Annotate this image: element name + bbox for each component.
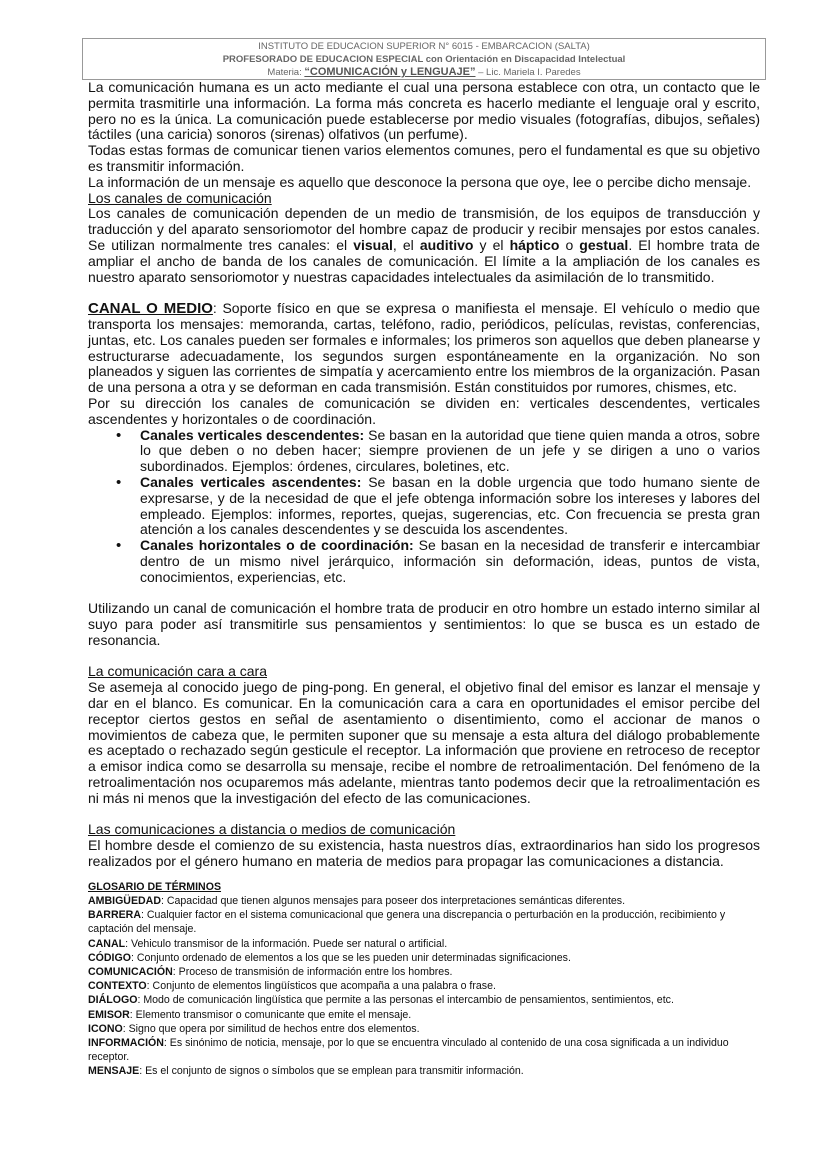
header-program-rest: con Orientación en Discapacidad Intelectual — [423, 53, 626, 65]
glossary-entry — [88, 993, 760, 1007]
glossary-term: DIÁLOGO — [88, 994, 138, 1007]
section-heading: Los canales de comunicación — [88, 189, 272, 206]
glossary-entry — [88, 937, 760, 951]
bullet-text: Se basan en la necesidad de transferir e intercambiar dentro de un mismo nivel jerárquico, información sin deformación, ideas, puntos de vista, conocimientos, experiencias, etc. — [140, 537, 760, 585]
paragraph — [88, 301, 760, 396]
glossary-definition: : Vehiculo transmisor de la información. Puede ser natural o artificial. — [125, 937, 448, 950]
glossary-entry — [88, 951, 760, 965]
glossary-entry — [88, 908, 760, 936]
glossary-definition: : Modo de comunicación lingüística que permite a las personas el intercambio de pensamientos, sentimientos, etc. — [137, 994, 674, 1007]
glossary-entry — [88, 894, 760, 908]
glossary-title: GLOSARIO DE TÉRMINOS — [88, 880, 222, 893]
glossary-term: COMUNICACIÓN — [88, 966, 173, 979]
glossary-entry — [88, 965, 760, 979]
header-subject-prefix: Materia: — [267, 67, 305, 78]
text: , el — [392, 236, 420, 253]
text: o — [559, 236, 580, 253]
glossary-definition: : Conjunto de elementos lingüísticos que acompaña a una palabra o frase. — [146, 980, 496, 993]
paragraph: La comunicación humana es un acto mediante el cual una persona establece con otra, un contacto que le permita trasmitirle una información. La forma más concreta es hacerlo mediante el lenguaje oral y escrito, pero no es la única. La comunicación puede establecerse por medio visuales (fotografías, dibujos, señales) táctiles (una caricia) sonoros (sirenas) olfativos (un perfume). — [88, 79, 760, 143]
glossary-definition: : Proceso de transmisión de información entre los hombres. — [172, 966, 453, 979]
text: . El hombre trata de ampliar el ancho de banda de los canales de comunicación. El límite a la ampliación de los canales es nuestro aparato sensoriomotor y nuestras capacidades intelectuales da asimilación de lo transmitido. — [88, 236, 760, 285]
glossary-term: INFORMACIÓN — [88, 1037, 164, 1050]
bullet-text: Se basan en la autoridad que tiene quien manda a otros, sobre lo que deben o no deben hacer; siempre provienen de un jefe y se dirigen a uno o varios subordinados. Ejemplos: órdenes, circulares, boletines, etc. — [140, 426, 760, 475]
glossary — [88, 880, 760, 1079]
glossary-entry — [88, 1008, 760, 1022]
glossary-definition: : Elemento transmisor o comunicante que emite el mensaje. — [129, 1008, 412, 1021]
canal-title: CANAL O MEDIO — [88, 300, 213, 318]
paragraph: Todas estas formas de comunicar tienen varios elementos comunes, pero el fundamental es que su objetivo es transmitir información. — [88, 142, 760, 174]
section-heading: La comunicación cara a cara — [88, 663, 267, 680]
document-body — [88, 80, 760, 1079]
bold-term: gestual — [579, 236, 629, 253]
glossary-definition: : Conjunto ordenado de elementos a los que se les pueden unir determinadas significaciones. — [130, 951, 571, 964]
paragraph: Se asemeja al conocido juego de ping-pong. En general, el objetivo final del emisor es lanzar el mensaje y dar en el blanco. Es comunicar. En la comunicación cara a cara en oportunidades el emisor percibe del receptor ciertos gestos en señal de asentamiento o disentimiento, como el accionar de manos o movimientos de cabeza que, le permiten suponer que su mensaje a esta altura del diálogo probablemente es aceptado o rechazado según gesticule el receptor. La información que proviene en retroceso de receptor a emisor indica como se desarrolla su mensaje, recibe el nombre de retroalimentación. Del fenómeno de la retroalimentación nos ocuparemos más adelante, mientras tanto podemos decir que la retroalimentación es ni más ni menos que la investigación del efecto de las comunicaciones. — [88, 679, 760, 806]
glossary-definition: : Signo que opera por similitud de hechos entre dos elementos. — [122, 1022, 420, 1035]
glossary-entry — [88, 979, 760, 993]
glossary-definition: : Es el conjunto de signos o símbolos que se emplean para transmitir información. — [139, 1065, 524, 1078]
glossary-term: ICONO — [88, 1022, 123, 1035]
bullet-text: Se basan en la doble urgencia que todo humano siente de expresarse, y de la necesidad de que el jefe obtenga información sobre los intereses y labores del empleado. Ejemplos: informes, reportes, quejas, sugerencias, etc. Con frecuencia se presta gran atención a los canales descendentes y se descuida los ascendentes. — [140, 473, 760, 538]
bullet-term: Canales horizontales o de coordinación: — [140, 537, 414, 554]
glossary-entry — [88, 1036, 760, 1064]
header-program-bold: PROFESORADO DE EDUCACION ESPECIAL — [222, 53, 424, 65]
glossary-term: CÓDIGO — [88, 951, 131, 964]
section-heading: Las comunicaciones a distancia o medios de comunicación — [88, 821, 456, 838]
glossary-term: CONTEXTO — [88, 980, 147, 993]
list-item — [140, 428, 760, 475]
channel-list — [88, 428, 760, 586]
text: : Soporte físico en que se expresa o manifiesta el mensaje. El vehículo o medio que transporta los mensajes: memoranda, cartas, teléfono, radio, periódicos, películas, revistas, conferencias, juntas, etc. Los canales pueden ser formales e informales; los primeros son aquellos que deben planearse y estructurarse adecuadamente, los segundos surgen espontáneamente en la organización. No son planeados y siguen las corrientes de simpatía y acercamiento entre los miembros de la organización. Pasan de una persona a otra y se deforman en cada transmisión. Están constituidos por rumores, chismes, etc. — [88, 300, 760, 396]
glossary-term: EMISOR — [88, 1008, 130, 1021]
header-institution: INSTITUTO DE EDUCACION SUPERIOR N° 6015 - EMBARCACION (SALTA) — [258, 41, 590, 52]
header-subject — [83, 66, 765, 80]
bullet-term: Canales verticales descendentes: — [140, 426, 365, 443]
list-item — [140, 475, 760, 538]
text: y el — [473, 236, 510, 253]
header-program — [83, 54, 765, 67]
paragraph: Utilizando un canal de comunicación el hombre trata de producir en otro hombre un estado interno similar al suyo para poder así transmitirle sus pensamientos y sentimientos: lo que se busca es un estado de resonancia. — [88, 600, 760, 648]
glossary-term: MENSAJE — [88, 1065, 140, 1078]
glossary-entry — [88, 1022, 760, 1036]
glossary-term: CANAL — [88, 937, 126, 950]
page-header — [82, 38, 766, 80]
paragraph: Por su dirección los canales de comunicación se dividen en: verticales descendentes, verticales ascendentes y horizontales o de coordinación. — [88, 394, 760, 427]
glossary-term: BARRERA — [88, 909, 141, 922]
glossary-entry — [88, 1064, 760, 1078]
bold-term: háptico — [509, 236, 560, 253]
glossary-definition: : Es sinónimo de noticia, mensaje, por lo que se encuentra vinculado al contenido de una cosa significada a un individuo receptor. — [88, 1037, 729, 1064]
glossary-definition: : Capacidad que tienen algunos mensajes para poseer dos interpretaciones semánticas diferentes. — [160, 895, 626, 908]
paragraph: La información de un mensaje es aquello que desconoce la persona que oye, lee o percibe dicho mensaje. — [88, 173, 752, 190]
bold-term: visual — [353, 236, 393, 253]
glossary-term: AMBIGÜEDAD — [88, 895, 161, 908]
header-subject-teacher: – Lic. Mariela I. Paredes — [475, 67, 581, 78]
header-subject-name: “COMUNICACIÓN y LENGUAJE” — [304, 66, 476, 78]
text: Los canales de comunicación dependen de un medio de transmisión, de los equipos de transducción y traducción y del aparato sensoriomotor del hombre capaz de producir y recibir mensajes por estos canales. Se utilizan normalmente tres canales: el — [88, 205, 760, 253]
glossary-definition: : Cualquier factor en el sistema comunicacional que genera una discrepancia o perturbación en la producción, recibimiento y captación del mensaje. — [88, 909, 726, 936]
list-item — [140, 538, 760, 585]
paragraph — [88, 206, 760, 285]
bullet-term: Canales verticales ascendentes: — [140, 473, 362, 490]
bold-term: auditivo — [419, 236, 474, 253]
paragraph: El hombre desde el comienzo de su existencia, hasta nuestros días, extraordinarios han sido los progresos realizados por el género humano en materia de medios para propagar las comunicaciones a distancia. — [88, 837, 760, 870]
